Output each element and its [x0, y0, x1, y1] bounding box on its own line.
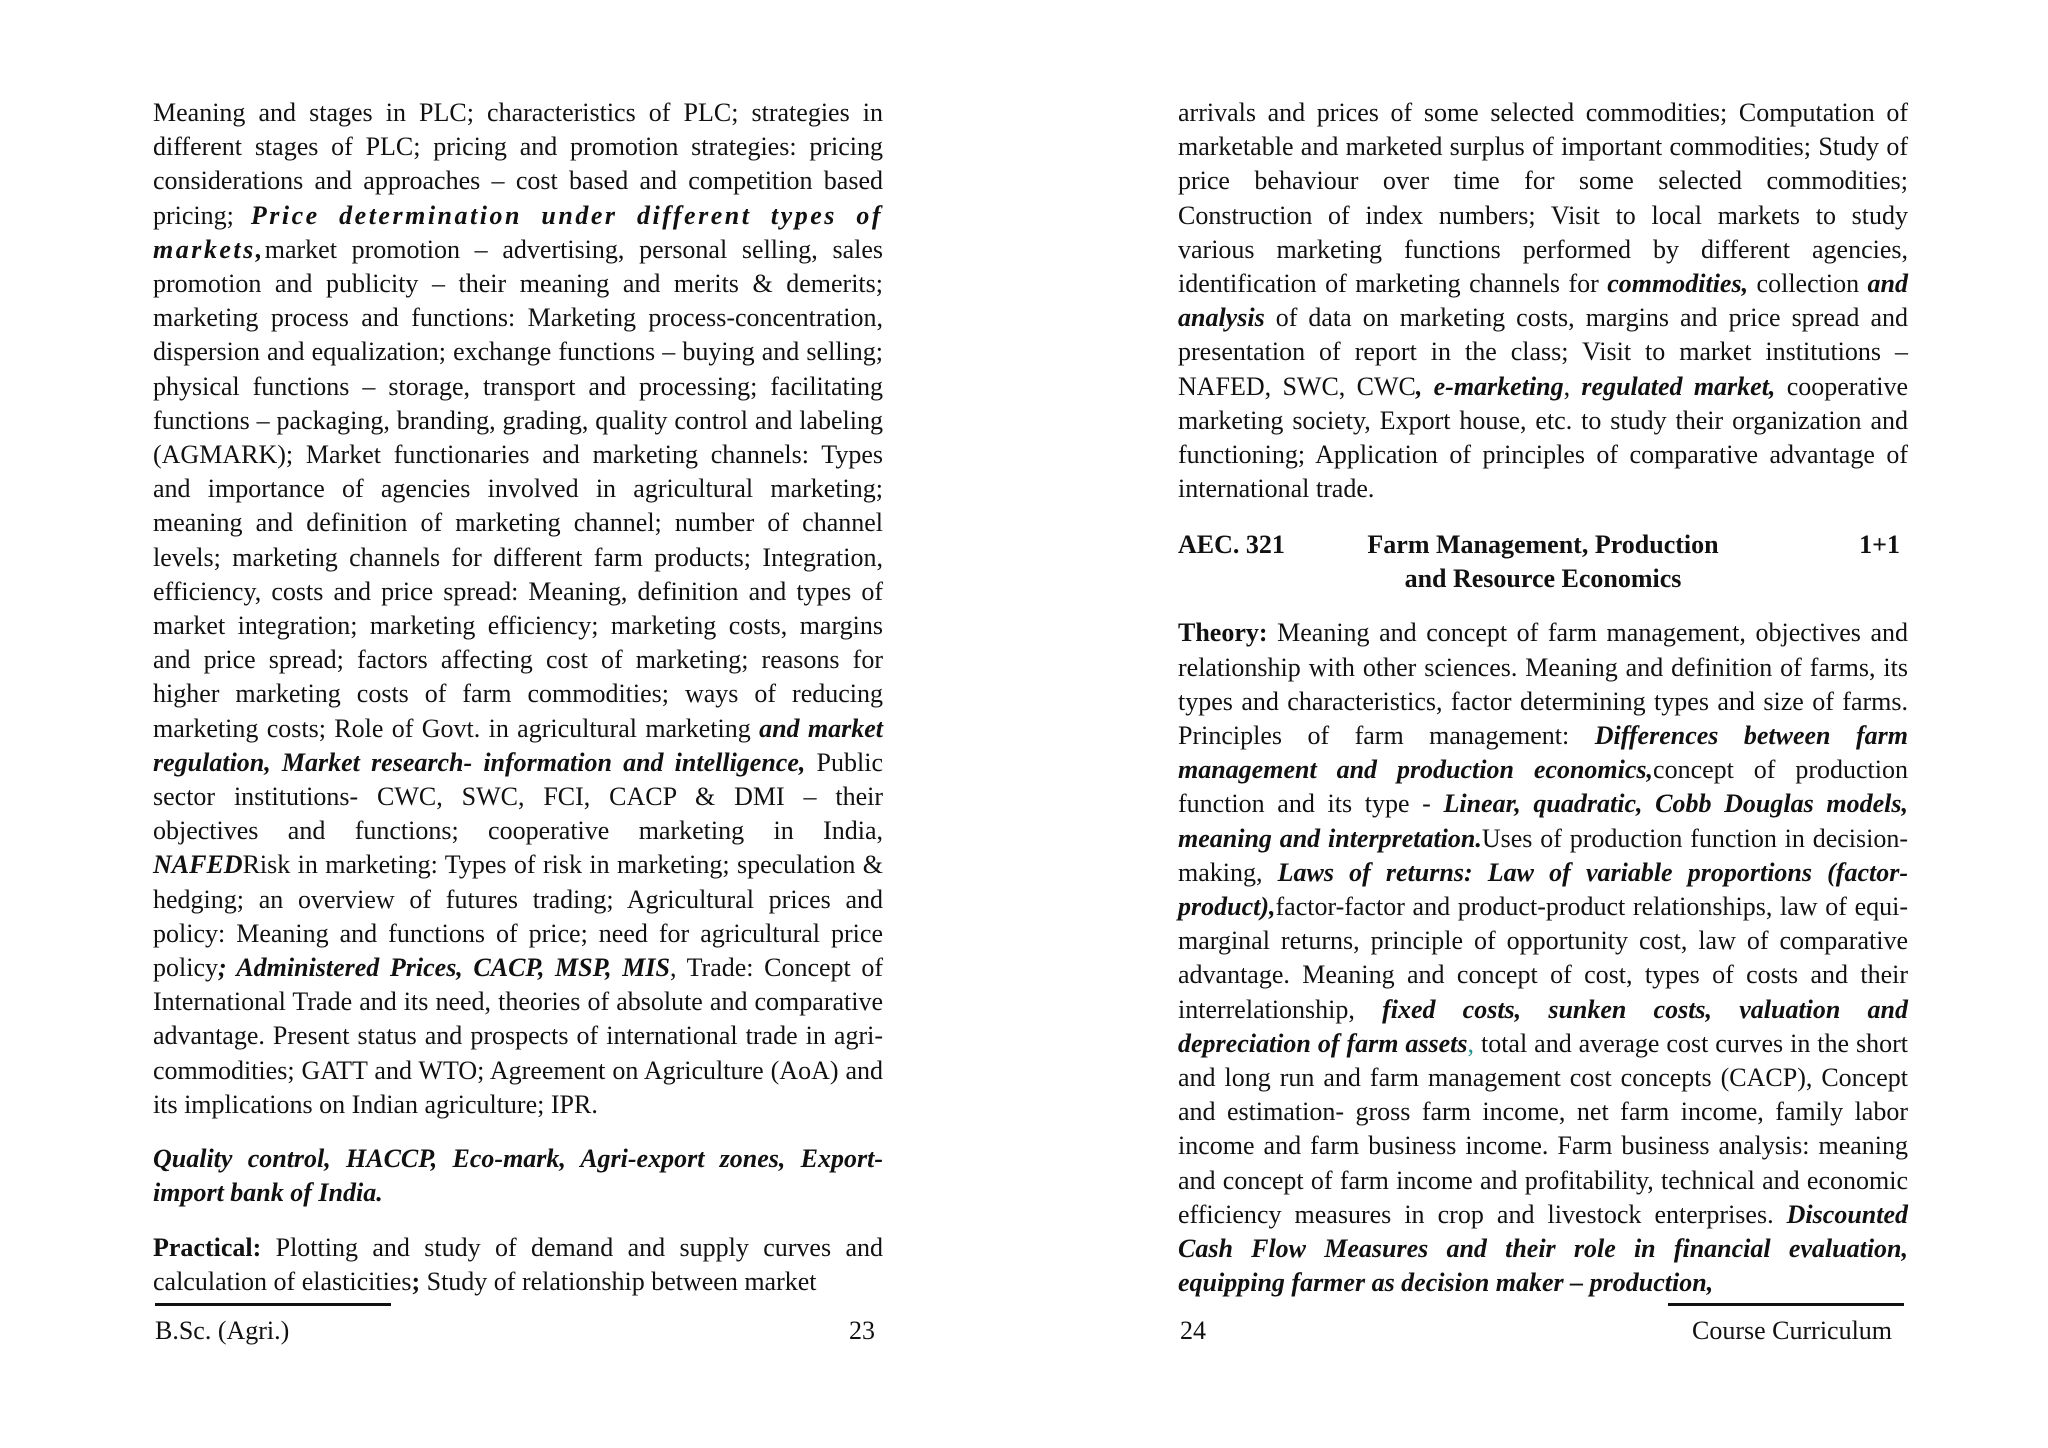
course-credits: 1+1	[1859, 530, 1900, 560]
emphasis-run: Linear, quadratic, Cobb Douglas models, meaning and interpretation.	[1178, 789, 1908, 853]
text-run: Plotting and study of demand and supply curves and calculation of elasticities	[153, 1232, 883, 1296]
theory-label: Theory:	[1178, 618, 1268, 648]
emphasis-run: , e-marketing	[1415, 371, 1564, 401]
emphasis-run: and analysis	[1178, 269, 1908, 333]
emphasis-run: and market regulation, Market research- information and intelligence,	[153, 713, 883, 777]
right-page	[1178, 96, 1908, 1301]
text-run: collection	[1748, 269, 1868, 299]
course-title	[1178, 528, 1908, 596]
course-heading	[1178, 528, 1908, 596]
emphasis-run: ; Administered Prices, CACP, MSP, MIS	[218, 953, 670, 983]
emphasis-run: commodities,	[1607, 269, 1749, 299]
footer-rule-left	[155, 1303, 391, 1306]
text-run: Uses of production function in decision-making,	[1178, 823, 1909, 887]
text-run: Public sector institutions- CWC, SWC, FCI, CACP & DMI – their objectives and functions; cooperative marketing in India,	[153, 747, 883, 846]
course-title-line-2: and Resource Economics	[1404, 564, 1682, 594]
course-code: AEC. 321	[1178, 530, 1285, 560]
course-title-line-1: Farm Management, Production	[1367, 530, 1719, 560]
text-run: factor-factor and product-product relationships, law of equi-marginal returns, principle of opportunity cost, law of comparative advantage. Meaning and concept of cost, types of costs and their interrelationship,	[1178, 892, 1908, 1024]
footer-right-label: Course Curriculum	[1692, 1316, 1893, 1345]
text-run: total and average cost curves in the short and long run and farm management cost concepts (CACP), Concept and estimation- gross farm income, net farm income, family labor income and farm business income. Farm business analysis: meaning and concept of farm income and profitability, technical and economic efficiency measures in crop and livestock enterprises.	[1178, 1028, 1908, 1229]
right-paragraph-1	[1178, 96, 1908, 506]
text-run: Study of relationship between market	[420, 1266, 817, 1296]
text-run: cooperative marketing society, Export house, etc. to study their organization and functioning; Application of principles of comparative advantage of international trade.	[1178, 371, 1908, 504]
text-run: Meaning and stages in PLC; characteristics of PLC; strategies in different stages of PLC; pricing and promotion strategies: pricing considerations and approaches – cost based and competition based pricing;	[153, 98, 883, 230]
emphasis-run: Discounted Cash Flow Measures and their role in financial evaluation, equipping farmer as decision maker – production,	[1178, 1199, 1908, 1298]
page-number-right: 24	[1180, 1316, 1206, 1345]
emphasis-run: ;	[411, 1266, 421, 1296]
left-page	[153, 96, 883, 1299]
text-run: Meaning and concept of farm management, objectives and relationship with other sciences. Meaning and definition of farms, its types and characteristics, factor determining types and size of farms. Principles of farm management:	[1178, 618, 1908, 751]
emphasis-run: regulated market,	[1581, 371, 1776, 401]
text-run: , Trade: Concept of International Trade and its need, theories of absolute and comparative advantage. Present status and prospects of international trade in agri-commodities; GATT and WTO; Agreement on Agriculture (AoA) and its implications on Indian agriculture; IPR.	[153, 953, 883, 1119]
left-paragraph-1	[153, 96, 883, 1122]
footer-rule-right	[1668, 1303, 1904, 1306]
emphasis-run: NAFED	[153, 850, 243, 880]
theory-paragraph	[1178, 616, 1908, 1300]
emphasis-run: Laws of returns: Law of variable proportions (factor-product),	[1178, 857, 1908, 922]
text-run: ,	[1467, 1028, 1475, 1058]
emphasis-run: Price determination under different types of markets,	[153, 200, 883, 264]
text-run: market promotion – advertising, personal selling, sales promotion and publicity – their meaning and merits & demerits; marketing process and functions: Marketing process-concentration, dispersion and equalization; exchange functions – buying and selling; physical functions – storage, transport and processing; facilitating functions – packaging, branding, grading, quality control and labeling (AGMARK); Market functionaries and marketing channels: Types and importance of agencies involved in agricultural marketing; meaning and definition of marketing channel; number of channel levels; marketing channels for different farm products; Integration, efficiency, costs and price spread: Meaning, definition and types of market integration; marketing efficiency; marketing costs, margins and price spread; factors affecting cost of marketing; reasons for higher marketing costs of farm commodities; ways of reducing marketing costs; Role of Govt. in agricultural marketing	[153, 234, 883, 743]
footer-left-label: B.Sc. (Agri.)	[155, 1316, 290, 1345]
left-paragraph-2: Quality control, HACCP, Eco-mark, Agri-export zones, Export-import bank of India.	[153, 1144, 883, 1208]
text-run: of data on marketing costs, margins and price spread and presentation of report in the class; Visit to market institutions – NAFED, SWC, CWC	[1178, 303, 1908, 401]
emphasis-run: fixed costs, sunken costs, valuation and depreciation of farm assets	[1178, 994, 1908, 1058]
text-run: arrivals and prices of some selected commodities; Computation of marketable and marketed surplus of important commodities; Study of price behaviour over time for some selected commodities; Construction of index numbers; Visit to local markets to study various marketing functions performed by different agencies, identification of marketing channels for	[1178, 98, 1908, 299]
text-run: concept of production function and its type -	[1178, 755, 1908, 819]
practical-label: Practical:	[153, 1232, 262, 1262]
practical-paragraph	[153, 1231, 883, 1299]
page-number-left: 23	[849, 1316, 875, 1345]
emphasis-run: Differences between farm management and production economics,	[1178, 721, 1908, 785]
text-run: Risk in marketing: Types of risk in marketing; speculation & hedging; an overview of futures trading; Agricultural prices and policy: Meaning and functions of price; need for agricultural price policy	[153, 850, 883, 983]
text-run: ,	[1563, 371, 1582, 401]
